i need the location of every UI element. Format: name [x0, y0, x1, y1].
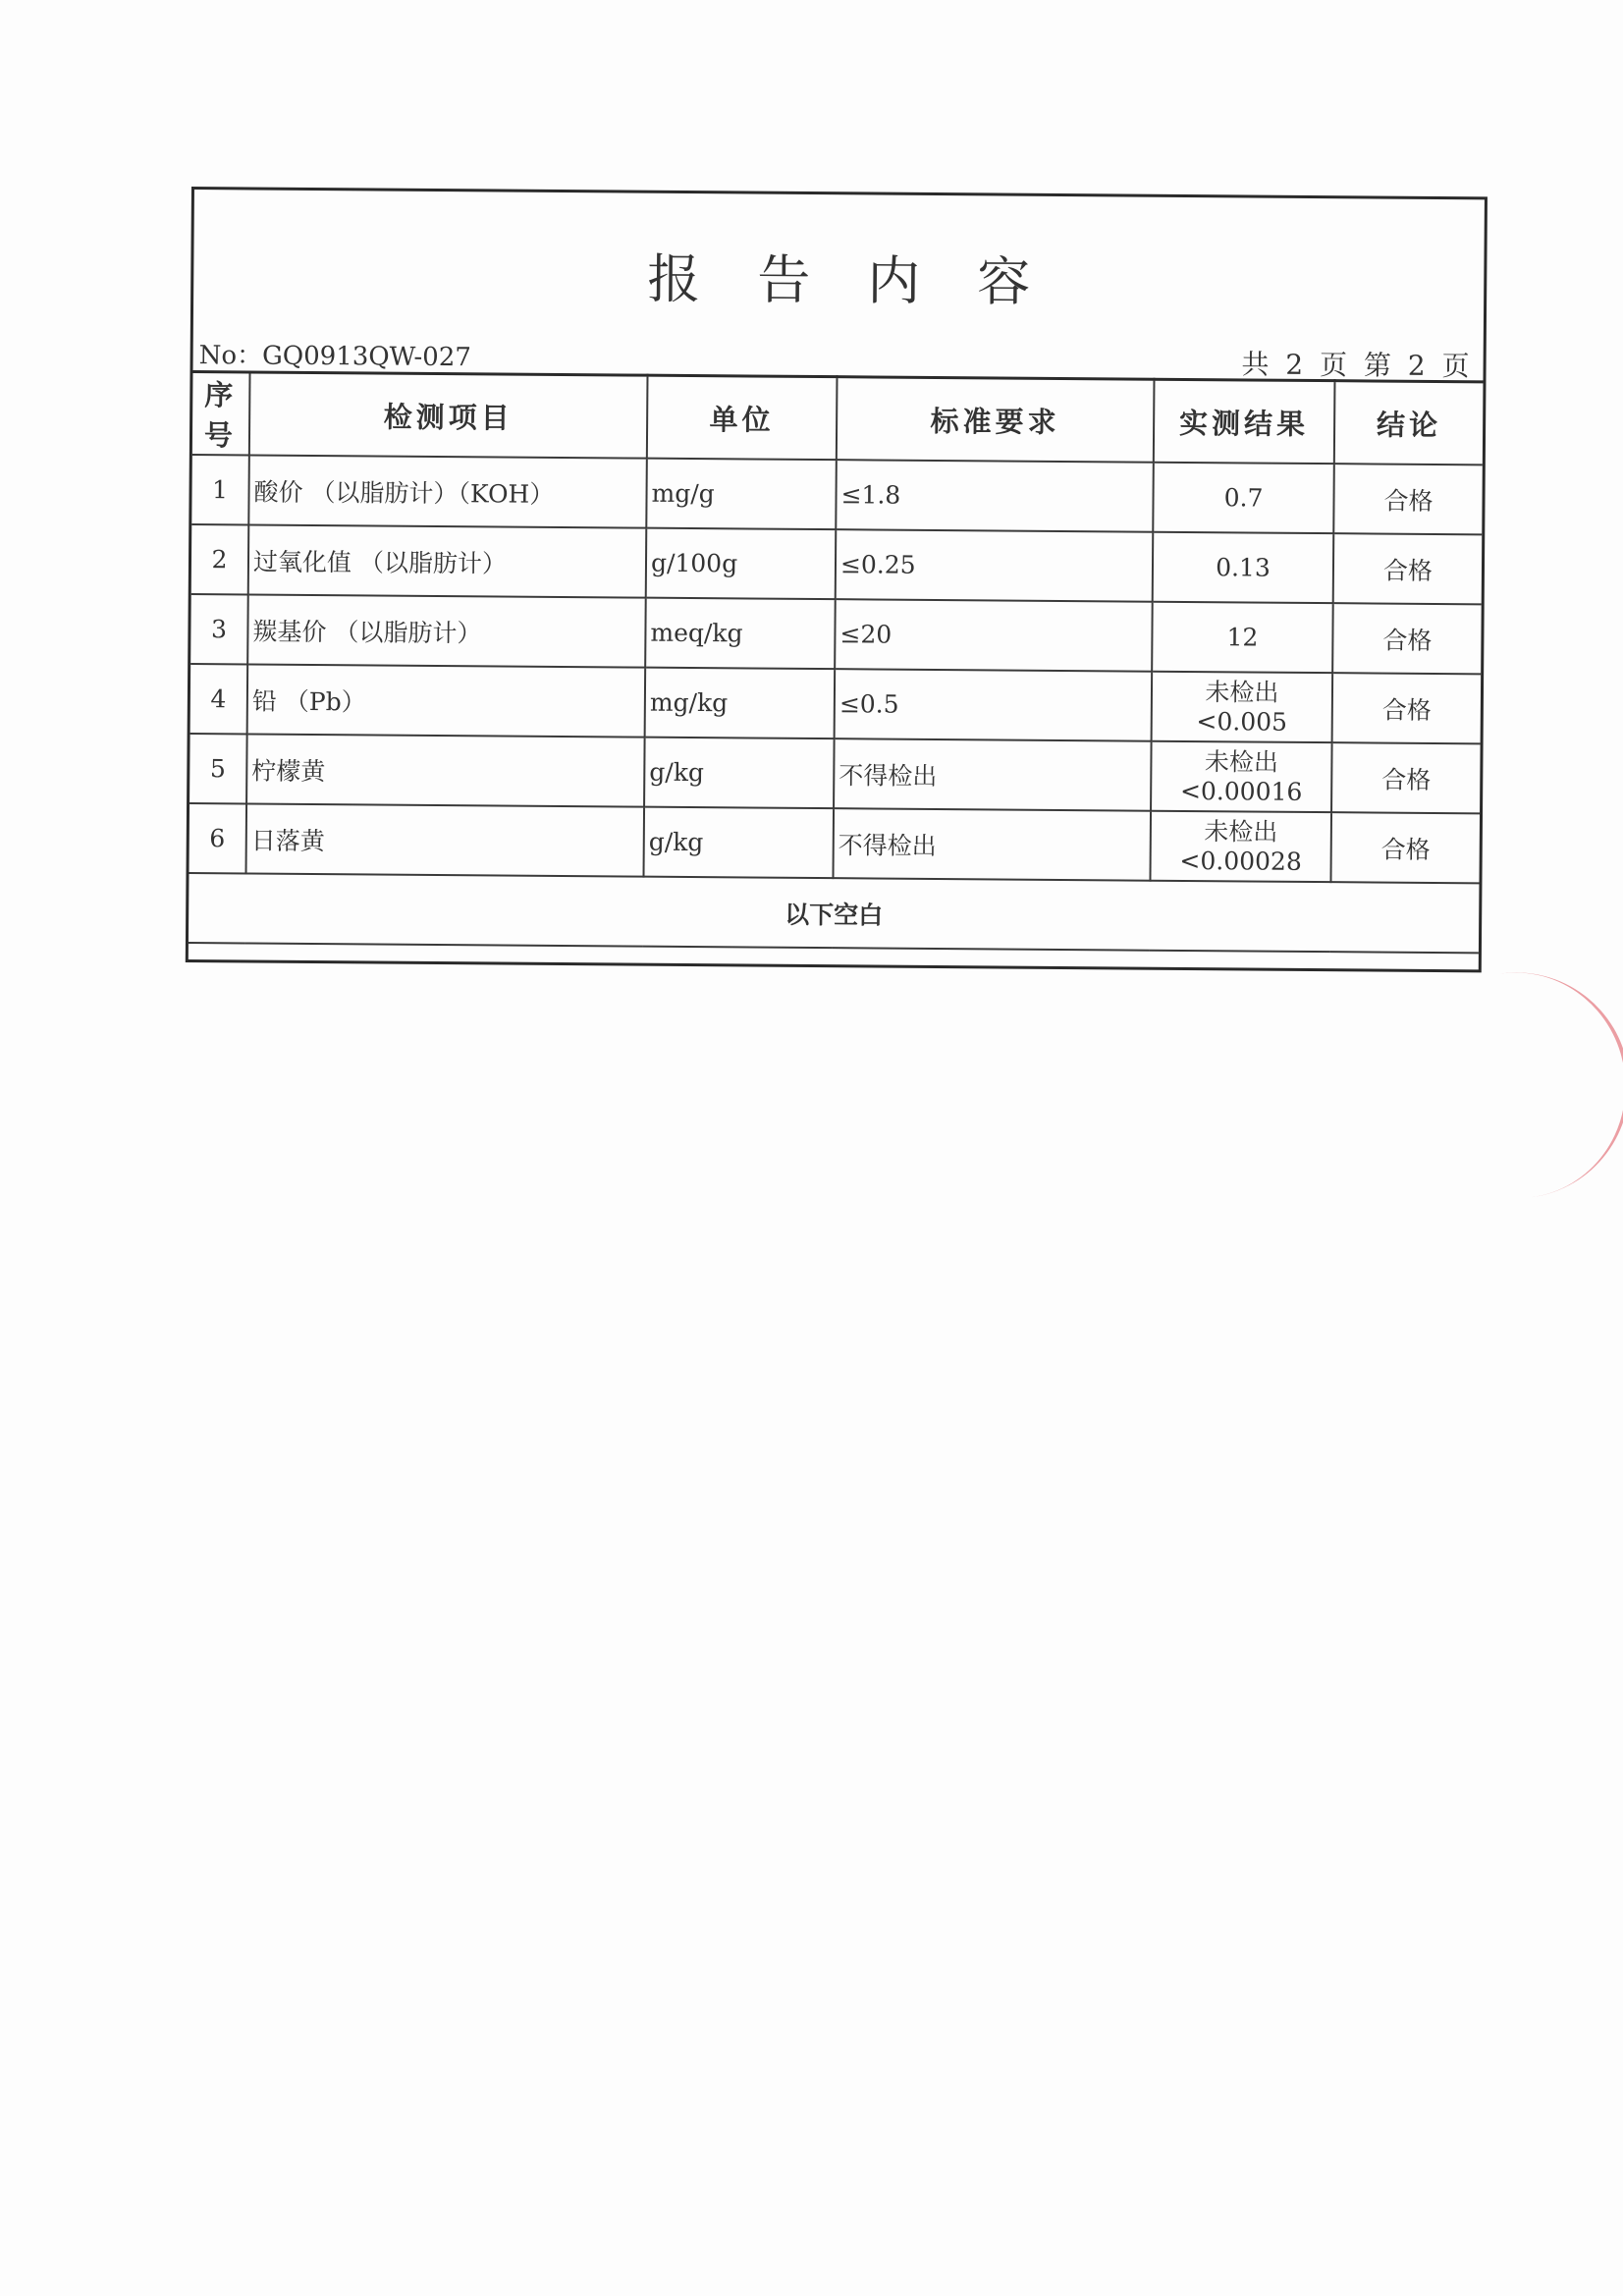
cell-item: 铅 （Pb） — [247, 664, 646, 737]
blank-note: 以下空白 — [189, 873, 1480, 953]
report-number: No：GQ0913QW-027 — [198, 341, 471, 373]
cell-result — [1152, 602, 1333, 673]
cell-item: 柠檬黄 — [246, 734, 645, 806]
cell-standard: ≤0.5 — [835, 669, 1153, 741]
result-line: 0.7 — [1223, 482, 1264, 513]
cell-no: 4 — [190, 664, 248, 734]
cell-item: 过氧化值 （以脂肪计） — [248, 524, 647, 597]
cell-conclusion: 合格 — [1333, 464, 1483, 534]
table-row — [191, 524, 1483, 604]
cell-no: 3 — [190, 594, 248, 664]
table-header-row — [192, 372, 1484, 465]
header-result: 实测结果 — [1154, 379, 1335, 464]
cell-result — [1150, 811, 1331, 882]
table-row — [191, 455, 1483, 534]
result-line: 未检出 — [1204, 746, 1279, 777]
result-line: 12 — [1226, 622, 1259, 652]
cell-item: 羰基价 （以脂肪计） — [247, 594, 646, 667]
table-row — [189, 734, 1481, 813]
cell-standard: 不得检出 — [833, 808, 1151, 881]
cell-unit: meq/kg — [645, 598, 836, 670]
result-line: <0.00028 — [1179, 846, 1302, 876]
cell-unit: g/kg — [643, 807, 834, 879]
cell-result — [1153, 532, 1334, 603]
results-table — [189, 370, 1484, 954]
header-conclusion: 结论 — [1334, 381, 1484, 465]
cell-standard: ≤0.25 — [836, 529, 1154, 602]
cell-standard: 不得检出 — [834, 738, 1152, 811]
header-unit: 单位 — [647, 375, 838, 460]
cell-unit: g/kg — [644, 738, 835, 809]
table-row — [190, 594, 1482, 674]
cell-item: 日落黄 — [246, 803, 645, 876]
cell-no: 1 — [191, 455, 249, 524]
cell-no: 2 — [191, 524, 249, 594]
cell-standard: ≤20 — [835, 599, 1153, 672]
result-line: 未检出 — [1205, 677, 1279, 707]
cell-conclusion: 合格 — [1333, 533, 1483, 604]
cell-unit: mg/kg — [645, 668, 836, 739]
result-line: 0.13 — [1216, 552, 1271, 582]
cell-conclusion: 合格 — [1332, 603, 1482, 674]
header-item: 检测项目 — [249, 372, 648, 459]
page-info: 共 2 页 第 2 页 — [1241, 348, 1474, 383]
cell-conclusion: 合格 — [1332, 673, 1482, 743]
result-line: 未检出 — [1204, 816, 1278, 847]
cell-no: 6 — [189, 803, 247, 873]
blank-row — [189, 873, 1480, 953]
table-row — [190, 664, 1482, 743]
table-row — [189, 803, 1481, 883]
header-no: 序号 — [192, 372, 250, 456]
cell-result — [1152, 672, 1333, 742]
cell-unit: g/100g — [646, 528, 837, 600]
cell-no: 5 — [189, 734, 247, 803]
result-line: <0.005 — [1196, 706, 1288, 737]
cell-unit: mg/g — [646, 459, 837, 530]
cell-standard: ≤1.8 — [836, 460, 1154, 532]
header-standard: 标准要求 — [837, 377, 1155, 463]
report-sheet — [186, 187, 1488, 972]
cell-result — [1151, 741, 1332, 812]
cell-conclusion: 合格 — [1331, 742, 1481, 813]
cell-result — [1153, 463, 1334, 533]
report-title: 报告内容 — [647, 247, 1088, 314]
cell-conclusion: 合格 — [1330, 812, 1480, 883]
result-line: <0.00016 — [1179, 776, 1303, 806]
cell-item: 酸价 （以脂肪计）（KOH） — [248, 455, 647, 527]
red-seal-stamp — [1463, 957, 1623, 1202]
